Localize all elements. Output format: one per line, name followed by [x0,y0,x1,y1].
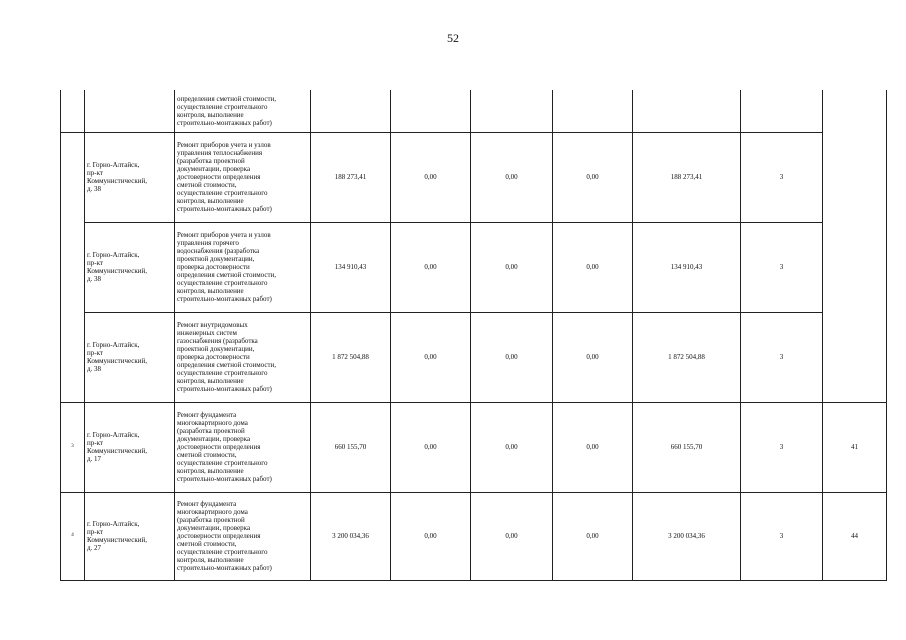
row-cost-col-2: 0,00 [471,222,553,312]
row-method: 3 [741,492,823,580]
row-method: 3 [741,312,823,402]
row-cost-col-3: 0,00 [553,492,633,580]
row-address: г. Горно-Алтайск, пр-кт Коммунистический, д. 38 [85,222,175,312]
row-cost-col-1 [391,90,471,132]
row-address: г. Горно-Алтайск, пр-кт Коммунистический, д. 38 [85,132,175,222]
row-cost-col-3: 0,00 [553,402,633,492]
repair-works-table [60,90,887,581]
row-work-description: Ремонт внутридомовых инженерных систем газоснабжения (разработка проектной документации, проверка достоверности определения сметной стоимости, осуществление строительного контроля, выполнение строительно-монтажных работ) [175,312,311,402]
row-cost-col-1: 0,00 [391,132,471,222]
row-work-description: Ремонт фундамента многоквартирного дома (разработка проектной документации, проверка достоверности определения сметной стоимости, осуществление строительного контроля, выполнение строительно-монтажных работ) [175,492,311,580]
row-total-cost: 134 910,43 [311,222,391,312]
row-cost-col-4: 660 155,70 [633,402,741,492]
row-priority: 44 [823,492,887,580]
table-row [61,90,887,132]
row-cost-col-1: 0,00 [391,492,471,580]
row-work-description: Ремонт фундамента многоквартирного дома (разработка проектной документации, проверка достоверности определения сметной стоимости, осуществление строительного контроля, выполнение строительно-монтажных работ) [175,402,311,492]
row-index [61,312,85,402]
row-total-cost: 188 273,41 [311,132,391,222]
row-cost-col-4: 188 273,41 [633,132,741,222]
row-cost-col-2: 0,00 [471,132,553,222]
row-work-description: определения сметной стоимости, осуществление строительного контроля, выполнение строительно-монтажных работ) [175,90,311,132]
row-priority [823,90,887,402]
row-address: г. Горно-Алтайск, пр-кт Коммунистический, д. 27 [85,492,175,580]
row-index: 4 [61,492,85,580]
row-index: 3 [61,402,85,492]
row-method [741,90,823,132]
row-total-cost: 1 872 504,88 [311,312,391,402]
row-cost-col-4: 1 872 504,88 [633,312,741,402]
table-row [61,402,887,492]
row-total-cost [311,90,391,132]
row-cost-col-3 [553,90,633,132]
row-index [61,90,85,132]
row-cost-col-1: 0,00 [391,312,471,402]
row-cost-col-2: 0,00 [471,402,553,492]
row-address [85,90,175,132]
row-cost-col-2: 0,00 [471,312,553,402]
row-method: 3 [741,132,823,222]
row-work-description: Ремонт приборов учета и узлов управления теплоснабжения (разработка проектной документации, проверка достоверности определения сметной стоимости, осуществление строительного контроля, выполнение строительно-монтажных работ) [175,132,311,222]
row-method: 3 [741,222,823,312]
page-number: 52 [447,31,459,45]
row-total-cost: 3 200 034,36 [311,492,391,580]
table-row [61,312,887,402]
row-cost-col-4: 3 200 034,36 [633,492,741,580]
row-work-description: Ремонт приборов учета и узлов управления горячего водоснабжения (разработка проектной документации, проверка достоверности определения сметной стоимости, осуществление строительного контроля, выполнение строительно-монтажных работ) [175,222,311,312]
row-cost-col-4: 134 910,43 [633,222,741,312]
row-priority: 41 [823,402,887,492]
table-row [61,222,887,312]
row-cost-col-2 [471,90,553,132]
row-index [61,132,85,222]
row-cost-col-3: 0,00 [553,312,633,402]
table-row [61,492,887,580]
row-cost-col-4 [633,90,741,132]
row-address: г. Горно-Алтайск, пр-кт Коммунистический, д. 38 [85,312,175,402]
row-address: г. Горно-Алтайск, пр-кт Коммунистический, д. 17 [85,402,175,492]
row-cost-col-2: 0,00 [471,492,553,580]
table-row [61,132,887,222]
row-cost-col-1: 0,00 [391,402,471,492]
row-method: 3 [741,402,823,492]
row-cost-col-3: 0,00 [553,132,633,222]
row-index [61,222,85,312]
row-cost-col-1: 0,00 [391,222,471,312]
row-total-cost: 660 155,70 [311,402,391,492]
row-cost-col-3: 0,00 [553,222,633,312]
